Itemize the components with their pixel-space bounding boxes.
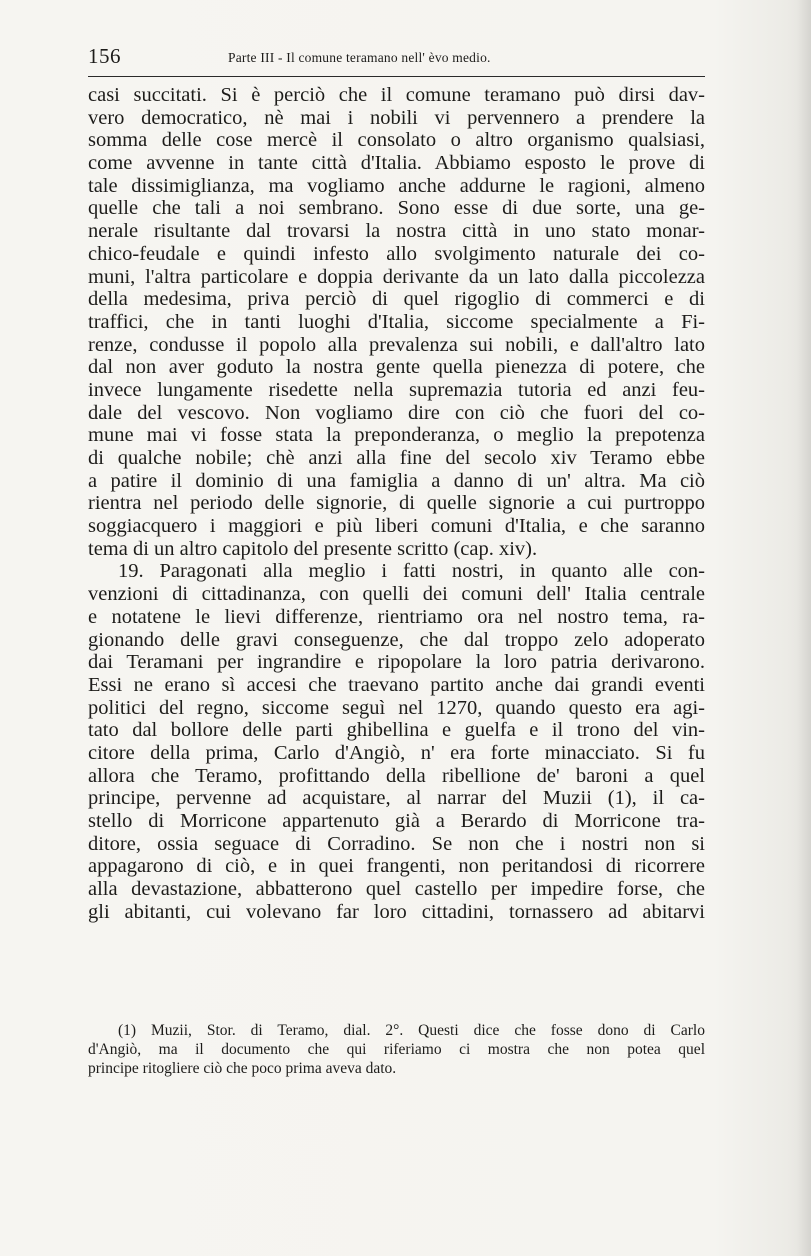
body-text (88, 84, 705, 923)
paragraph-start-line: 19. Paragonati alla meglio i fatti nostri, in quanto alle con- (118, 560, 705, 583)
text-line: invece lungamente risedette nella supremazia tutoria ed anzi feu- (88, 378, 705, 401)
text-line: nerale risultante dal trovarsi la nostra città in uno stato monar- (88, 220, 705, 243)
text-line: principe, pervenne ad acquistare, al narrar del Muzii (1), il ca- (88, 787, 705, 810)
text-line: casi succitati. Si è perciò che il comune teramano può dirsi dav- (88, 84, 705, 106)
text-line: quelle che tali a noi sembrano. Sono esse di due sorte, una ge- (88, 197, 705, 220)
text-line: di qualche nobile; chè anzi alla fine del secolo xiv Teramo ebbe (88, 447, 705, 469)
text-line: allora che Teramo, profittando della ribellione de' baroni a quel (88, 764, 705, 787)
text-line: mune mai vi fosse stata la preponderanza, o meglio la prepotenza (88, 424, 705, 447)
text-line: traffici, che in tanti luoghi d'Italia, siccome specialmente a Fi- (88, 310, 705, 333)
text-line: gli abitanti, cui volevano far loro cittadini, tornassero ad abitarvi (88, 900, 705, 923)
text-line: venzioni di cittadinanza, con quelli dei comuni dell' Italia centrale (88, 583, 705, 606)
text-line: vero democratico, nè mai i nobili vi pervennero a prendere la (88, 106, 705, 129)
text-line: tato dal bollore delle parti ghibellina e guelfa e il trono del vin- (88, 719, 705, 742)
page-number: 156 (88, 44, 121, 68)
header-rule (88, 76, 705, 77)
text-line: citore della prima, Carlo d'Angiò, n' era forte minacciato. Si fu (88, 741, 705, 764)
text-line: dai Teramani per ingrandire e ripopolare la loro patria derivarono. (88, 651, 705, 674)
text-line: appagarono di ciò, e in quei frangenti, non peritandosi di ricorrere (88, 855, 705, 878)
text-line: soggiacquero i maggiori e più liberi comuni d'Italia, e che saranno (88, 515, 705, 538)
footnotes (88, 1021, 705, 1078)
text-line: muni, l'altra particolare e doppia derivante da un lato dalla piccolezza (88, 265, 705, 288)
text-line: alla devastazione, abbatterono quel castello per impedire forse, che (88, 878, 705, 901)
text-line: dal non aver goduto la nostra gente quella pienezza di potere, che (88, 356, 705, 379)
text-line: della medesima, priva perciò di quel rigoglio di commerci e di (88, 288, 705, 311)
text-line: tale dissimiglianza, ma vogliamo anche addurne le ragioni, almeno (88, 174, 705, 197)
text-line: chico-feudale e quindi infesto allo svolgimento naturale dei co- (88, 242, 705, 265)
paragraph-end-line: tema di un altro capitolo del presente scritto (cap. xiv). (88, 537, 538, 560)
text-line: come avvenne in tante città d'Italia. Abbiamo esposto le prove di (88, 152, 705, 175)
text-line: somma delle cose mercè il consolato o altro organismo qualsiasi, (88, 129, 705, 152)
page-header (88, 44, 705, 74)
footnote-line: principe ritogliere ciò che poco prima aveva dato. (88, 1060, 397, 1077)
text-line: e notatene le lievi differenze, rientriamo ora nel nostro tema, ra- (88, 605, 705, 628)
text-line: rientra nel periodo delle signorie, di quelle signorie a cui purtroppo (88, 492, 705, 515)
text-line: gionando delle gravi conseguenze, che dal troppo zelo adoperato (88, 628, 705, 651)
text-line: a patire il dominio di una famiglia a danno di un' altra. Ma ciò (88, 469, 705, 492)
footnote-line: d'Angiò, ma il documento che qui riferiamo ci mostra che non potea quel (88, 1041, 705, 1058)
text-line: renze, condusse il popolo alla prevalenza sui nobili, e dall'altro lato (88, 333, 705, 356)
text-line: stello di Morricone appartenuto già a Berardo di Morricone tra- (88, 810, 705, 832)
footnote-line: (1) Muzii, Stor. di Teramo, dial. 2°. Questi dice che fosse dono di Carlo (118, 1022, 705, 1039)
text-line: dale del vescovo. Non vogliamo dire con ciò che fuori del co- (88, 401, 705, 424)
text-line: ditore, ossia seguace di Corradino. Se non che i nostri non si (88, 832, 705, 855)
page-edge-shadow (797, 0, 811, 1256)
running-title: Parte III - Il comune teramano nell' èvo medio. (228, 50, 491, 65)
text-line: Essi ne erano sì accesi che traevano partito anche dai grandi eventi (88, 673, 705, 696)
text-line: politici del regno, siccome seguì nel 1270, quando questo era agi- (88, 696, 705, 719)
